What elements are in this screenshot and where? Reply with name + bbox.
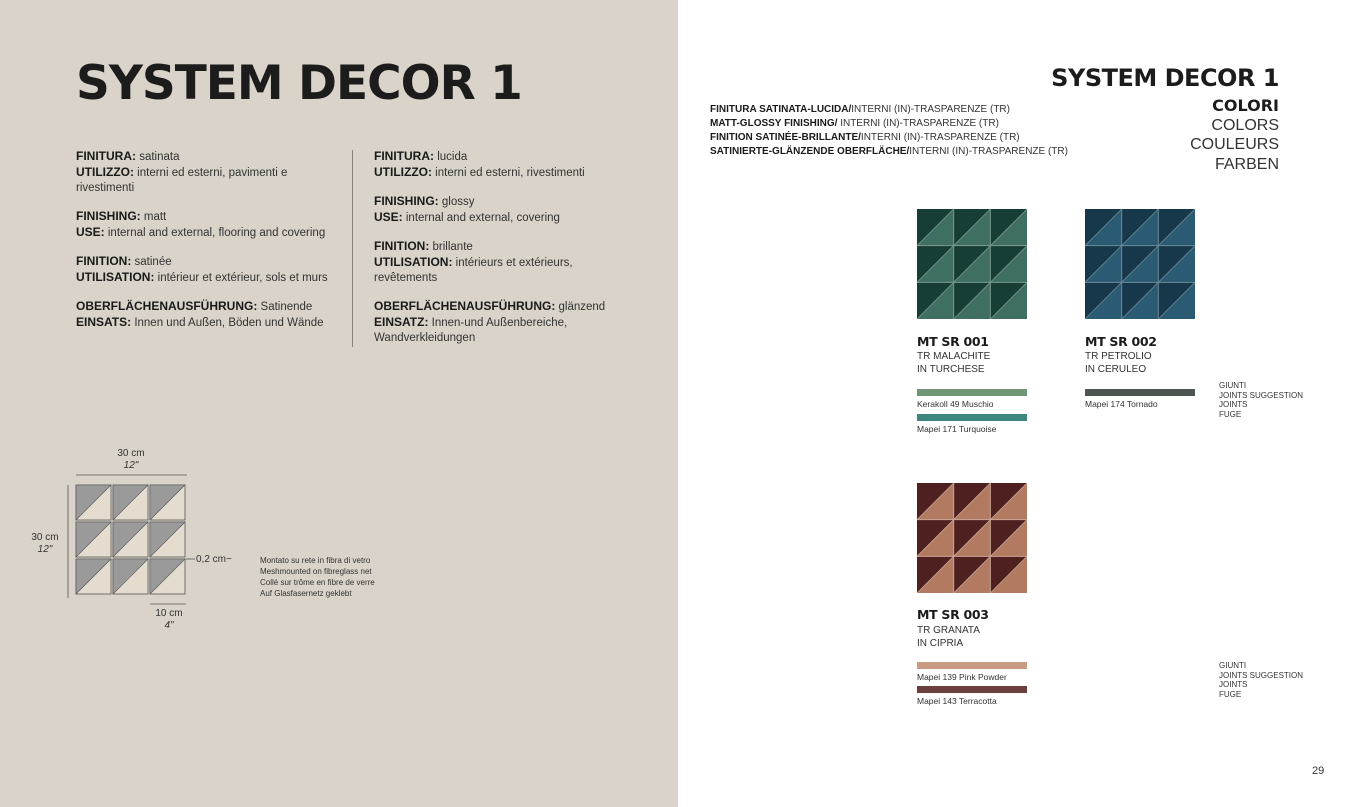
product-color-names bbox=[1085, 351, 1152, 376]
spec-value: interni ed esterni, rivestimenti bbox=[431, 167, 585, 179]
product-color-names bbox=[917, 351, 990, 376]
dim-gap: 0,2 cm~ bbox=[196, 554, 232, 565]
mesh-note-line: Meshmounted on fibreglass net bbox=[260, 567, 372, 576]
spec-key: FINITURA: bbox=[76, 149, 136, 163]
finishing-key: FINITION SATINÉE-BRILLANTE/ bbox=[710, 132, 861, 143]
spec-key: USE: bbox=[76, 225, 105, 239]
colors-heading bbox=[1190, 96, 1279, 174]
product-color-tr: TR PETROLIO bbox=[1085, 351, 1152, 362]
mesh-note-line: Montato su rete in fibra di vetro bbox=[260, 556, 371, 565]
dim-top-in: 12" bbox=[123, 460, 139, 471]
product-code: MT SR 003 bbox=[917, 607, 989, 622]
mesh-note-line: Collé sur trôme en fibre de verre bbox=[260, 578, 375, 587]
tile-swatch-mt-sr-002 bbox=[1085, 209, 1195, 319]
finishing-key: FINITURA SATINATA-LUCIDA/ bbox=[710, 104, 852, 115]
dim-bottom-cm: 10 cm bbox=[155, 608, 183, 619]
product-color-in: IN TURCHESE bbox=[917, 363, 985, 375]
joint-label: Kerakoll 49 Muschio bbox=[917, 399, 994, 409]
joint-color-swatch bbox=[1085, 389, 1195, 396]
page-title: SYSTEM DECOR 1 bbox=[76, 56, 522, 111]
spec-value: brillante bbox=[429, 241, 473, 253]
mesh-note bbox=[260, 555, 375, 599]
spec-value: internal and external, flooring and covering bbox=[104, 227, 326, 239]
joints-note-line: FUGE bbox=[1219, 690, 1242, 700]
spec-value: intérieurs et extérieurs, revêtements bbox=[374, 257, 573, 284]
dim-bottom-in: 4" bbox=[164, 620, 174, 631]
colors-heading-en: COLORS bbox=[1211, 116, 1279, 134]
spec-key: UTILIZZO: bbox=[374, 165, 432, 179]
joints-note-line: JOINTS SUGGESTION bbox=[1219, 670, 1304, 680]
tile-swatch-mt-sr-003 bbox=[917, 483, 1027, 593]
product-color-tr: TR GRANATA bbox=[917, 625, 980, 636]
product-code: MT SR 002 bbox=[1085, 334, 1157, 349]
product-color-names bbox=[917, 625, 980, 650]
colors-heading-de: FARBEN bbox=[1214, 155, 1279, 173]
spec-key: FINISHING: bbox=[76, 209, 141, 223]
joint-label: Mapei 143 Terracotta bbox=[917, 696, 997, 706]
joints-note-line: JOINTS SUGGESTION bbox=[1219, 390, 1304, 400]
joints-note-line: GIUNTI bbox=[1219, 381, 1247, 390]
finishing-key: MATT-GLOSSY FINISHING/ bbox=[710, 118, 838, 129]
joints-note-line: FUGE bbox=[1219, 410, 1242, 420]
joint-label: Mapei 139 Pink Powder bbox=[917, 672, 1007, 682]
finishing-value: INTERNI (IN)-TRASPARENZE (TR) bbox=[909, 146, 1068, 157]
finishing-list bbox=[710, 103, 1068, 159]
product-color-in: IN CIPRIA bbox=[917, 637, 964, 649]
dim-top bbox=[108, 448, 154, 472]
joint-color-swatch bbox=[917, 414, 1027, 421]
spec-value: glossy bbox=[438, 196, 475, 208]
product-code: MT SR 001 bbox=[917, 334, 989, 349]
finishing-value: INTERNI (IN)-TRASPARENZE (TR) bbox=[837, 118, 999, 129]
spec-key: FINITION: bbox=[374, 239, 430, 253]
finishing-value: INTERNI (IN)-TRASPARENZE (TR) bbox=[851, 104, 1010, 115]
spec-value: Satinende bbox=[257, 301, 313, 313]
spec-value: Innen und Außen, Böden und Wände bbox=[131, 317, 324, 329]
spec-key: EINSATZ: bbox=[374, 315, 429, 329]
dim-side-in: 12" bbox=[37, 544, 53, 555]
joints-note bbox=[1219, 381, 1303, 420]
joints-note-line: JOINTS bbox=[1219, 400, 1248, 410]
spec-key: OBERFLÄCHENAUSFÜHRUNG: bbox=[76, 299, 258, 313]
spec-key: EINSATS: bbox=[76, 315, 132, 329]
spec-key: OBERFLÄCHENAUSFÜHRUNG: bbox=[374, 299, 556, 313]
joint-label: Mapei 174 Tornado bbox=[1085, 399, 1158, 409]
colors-heading-fr: COULEURS bbox=[1190, 136, 1279, 153]
spec-key: FINITURA: bbox=[374, 149, 434, 163]
spec-value: satinée bbox=[131, 256, 172, 268]
joints-note-line: GIUNTI bbox=[1219, 661, 1247, 670]
dim-bottom bbox=[146, 608, 192, 632]
joint-color-swatch bbox=[917, 662, 1027, 669]
spec-value: interni ed esterni, pavimenti e rivestimenti bbox=[76, 167, 288, 194]
finishing-value: INTERNI (IN)-TRASPARENZE (TR) bbox=[860, 132, 1020, 143]
spec-value: Innen-und Außenbereiche, Wandverkleidungen bbox=[374, 317, 568, 344]
spec-value: lucida bbox=[434, 151, 468, 163]
tile-swatch-mt-sr-001 bbox=[917, 209, 1027, 319]
spec-value: satinata bbox=[136, 151, 180, 163]
page-number: 29 bbox=[1312, 765, 1325, 777]
finishing-line bbox=[710, 145, 1068, 159]
joint-color-swatch bbox=[917, 389, 1027, 396]
joint-label: Mapei 171 Turquoise bbox=[917, 424, 997, 434]
dim-side bbox=[24, 532, 66, 556]
finishing-line bbox=[710, 117, 1068, 131]
dim-gap-value: 0,2 cm bbox=[196, 554, 227, 565]
spec-value: matt bbox=[140, 211, 167, 223]
product-color-in: IN CERULEO bbox=[1085, 363, 1147, 375]
spec-key: USE: bbox=[374, 210, 403, 224]
joints-note bbox=[1219, 661, 1303, 700]
spec-key: UTILIZZO: bbox=[76, 165, 134, 179]
joints-note-line: JOINTS bbox=[1219, 680, 1248, 690]
product-color-tr: TR MALACHITE bbox=[917, 351, 991, 362]
dim-top-cm: 30 cm bbox=[117, 448, 145, 459]
finishing-line bbox=[710, 103, 1068, 117]
spec-key: FINISHING: bbox=[374, 194, 439, 208]
finishing-key: SATINIERTE-GLÄNZENDE OBERFLÄCHE/ bbox=[710, 146, 910, 157]
colors-heading-it: COLORI bbox=[1212, 96, 1279, 115]
spec-key: UTILISATION: bbox=[76, 270, 155, 284]
mesh-note-line: Auf Glasfasernetz geklebt bbox=[260, 589, 352, 598]
spec-value: internal and external, covering bbox=[402, 212, 560, 224]
spec-key: FINITION: bbox=[76, 254, 132, 268]
spec-value: glänzend bbox=[555, 301, 606, 313]
dim-side-cm: 30 cm bbox=[31, 532, 59, 543]
finishing-line bbox=[710, 131, 1068, 145]
spec-value: intérieur et extérieur, sols et murs bbox=[154, 272, 328, 284]
colors-page-title: SYSTEM DECOR 1 bbox=[1051, 64, 1279, 92]
joint-color-swatch bbox=[917, 686, 1027, 693]
spec-key: UTILISATION: bbox=[374, 255, 453, 269]
